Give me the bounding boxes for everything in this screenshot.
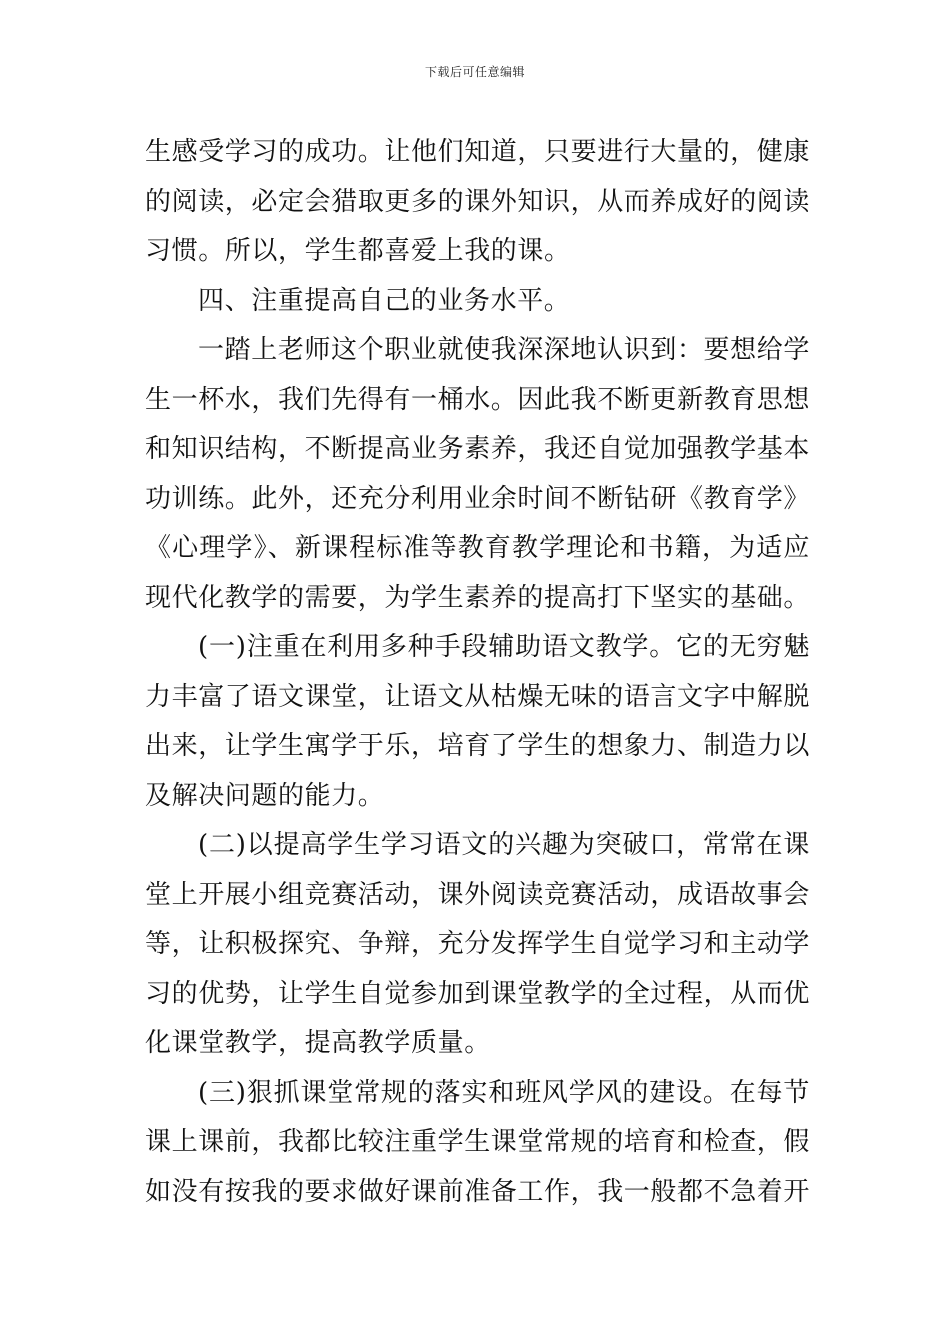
text-line: (一)注重在利用多种手段辅助语文教学。它的无穷魅: [198, 632, 810, 662]
text-line: 和知识结构，不断提高业务素养，我还自觉加强教学基本: [145, 434, 811, 464]
text-line: 及解决问题的能力。: [145, 780, 385, 811]
text-line: (三)狠抓课堂常规的落实和班风学风的建设。在每节: [198, 1077, 810, 1108]
body-text: [145, 128, 810, 1217]
text-line: 化课堂教学，提高教学质量。: [145, 1028, 491, 1058]
text-line: 《心理学》、新课程标准等教育教学理论和书籍，为适应: [145, 533, 810, 563]
text-line: 习惯。所以，学生都喜爱上我的课。: [145, 236, 571, 266]
text-line: 一踏上老师这个职业就使我深深地认识到：要想给学: [198, 335, 810, 365]
text-line: 出来，让学生寓学于乐，培育了学生的想象力、制造力以: [145, 731, 811, 761]
text-line: 生一杯水，我们先得有一桶水。因此我不断更新教育思想: [145, 384, 811, 415]
text-line: 如没有按我的要求做好课前准备工作，我一般都不急着开: [145, 1176, 811, 1207]
text-line: 等，让积极探究、争辩，充分发挥学生自觉学习和主动学: [145, 929, 811, 959]
text-line: 课上课前，我都比较注重学生课堂常规的培育和检查，假: [145, 1127, 811, 1157]
text-line: 功训练。此外，还充分利用业余时间不断钻研《教育学》: [145, 483, 811, 514]
section-heading: 四、注重提高自己的业务水平。: [198, 285, 571, 316]
text-line: (二)以提高学生学习语文的兴趣为突破口，常常在课: [198, 830, 810, 860]
text-line: 的阅读，必定会猎取更多的课外知识，从而养成好的阅读: [145, 186, 811, 217]
page-header: 下载后可任意编辑: [424, 65, 525, 79]
text-line: 堂上开展小组竞赛活动，课外阅读竞赛活动，成语故事会: [145, 879, 811, 910]
text-line: 力丰富了语文课堂，让语文从枯燥无味的语言文字中解脱: [145, 681, 811, 712]
text-line: 现代化教学的需要，为学生素养的提高打下坚实的基础。: [145, 582, 811, 613]
text-line: 生感受学习的成功。让他们知道，只要进行大量的，健康: [145, 137, 811, 167]
text-line: 习的优势，让学生自觉参加到课堂教学的全过程，从而优: [145, 978, 811, 1009]
